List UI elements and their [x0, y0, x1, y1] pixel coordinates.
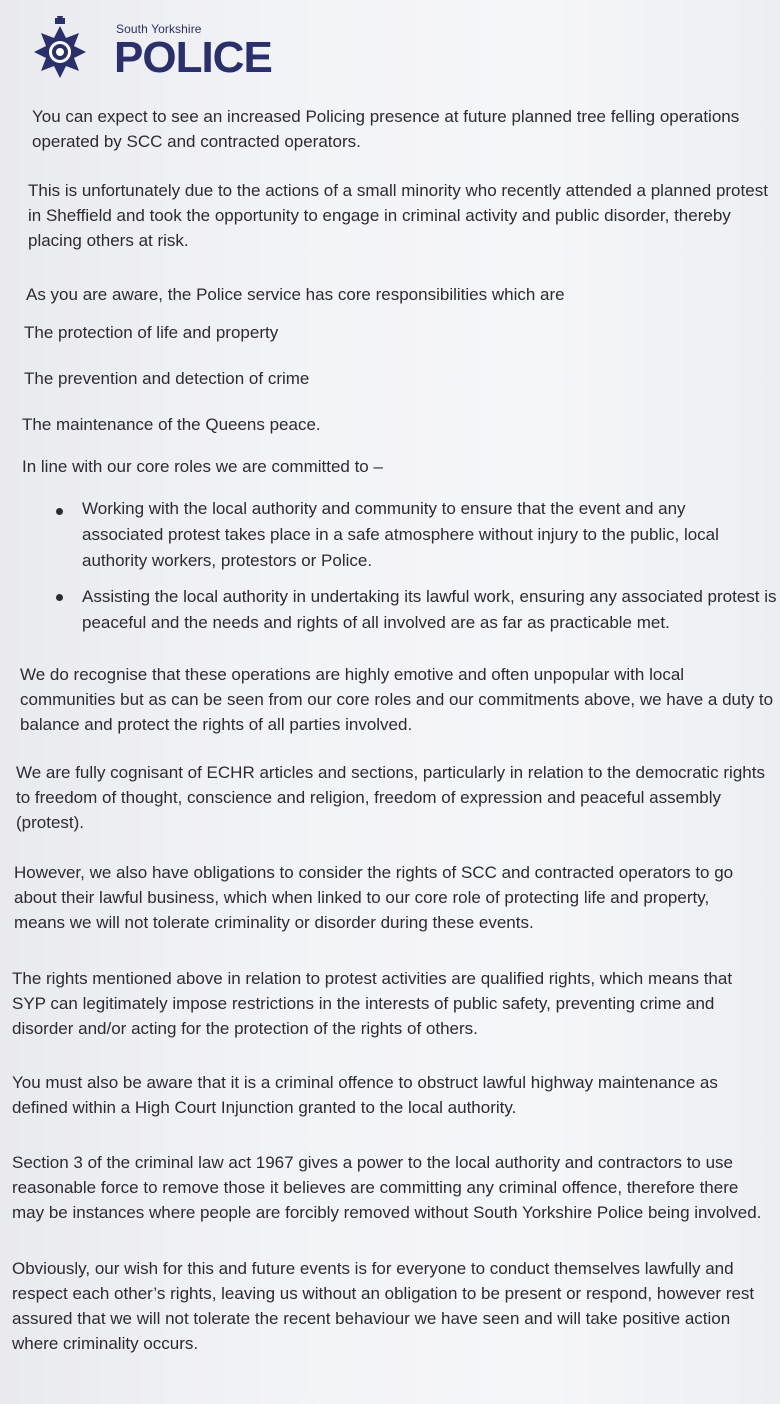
paragraph-line: to freedom of thought, conscience and religion, freedom of expression and peaceful assembly: [16, 788, 721, 807]
logo-subtitle: South Yorkshire: [116, 22, 202, 36]
paragraph-line: We are fully cognisant of ECHR articles and sections, particularly in relation to the democratic rights: [16, 763, 765, 782]
paragraph-line: about their lawful business, which when linked to our core role of protecting life and property,: [14, 888, 710, 907]
paragraph-line: may be instances where people are forcibly removed without South Yorkshire Police being involved.: [12, 1203, 762, 1222]
paragraph-3: [26, 282, 565, 307]
paragraph-line: (protest).: [16, 813, 85, 832]
paragraph-line: communities but as can be seen from our core roles and our commitments above, we have a duty to: [20, 690, 774, 709]
paragraph-8: [12, 966, 732, 1041]
paragraph-line: As you are aware, the Police service has core responsibilities which are: [26, 285, 565, 304]
paragraph-line: However, we also have obligations to consider the rights of SCC and contracted operators to go: [14, 863, 734, 882]
paragraph-line: placing others at risk.: [28, 231, 189, 250]
paragraph-line: This is unfortunately due to the actions of a small minority who recently attended a planned protest: [28, 181, 768, 200]
paragraph-5: [20, 662, 773, 737]
paragraph-line: The rights mentioned above in relation to protest activities are qualified rights, which means that: [12, 969, 733, 988]
bullet-text: [82, 496, 719, 574]
paragraph-line: where criminality occurs.: [12, 1334, 199, 1353]
paragraph-line: We do recognise that these operations are highly emotive and often unpopular with local: [20, 665, 685, 684]
paragraph-line: in Sheffield and took the opportunity to engage in criminal activity and public disorder, thereby: [28, 206, 731, 225]
responsibility-3: [22, 412, 321, 437]
paragraph-7: [14, 860, 733, 935]
paragraph-line: reasonable force to remove those it believes are committing any criminal offence, therefore there: [12, 1178, 739, 1197]
paragraph-2: [28, 178, 768, 253]
paragraph-line: Section 3 of the criminal law act 1967 gives a power to the local authority and contractors to use: [12, 1153, 734, 1172]
paragraph-line: The protection of life and property: [24, 323, 279, 342]
logo-title: POLICE: [114, 33, 272, 82]
paragraph-line: In line with our core roles we are committed to –: [22, 457, 383, 476]
bullet-icon: [56, 508, 63, 515]
paragraph-line: SYP can legitimately impose restrictions in the interests of public safety, preventing crime and: [12, 994, 715, 1013]
paragraph-line: The prevention and detection of crime: [24, 369, 310, 388]
paragraph-11: [12, 1256, 754, 1356]
paragraph-1: [32, 104, 739, 154]
bullet-text: [82, 584, 777, 636]
paragraph-line: authority workers, protestors or Police.: [82, 551, 373, 570]
paragraph-line: balance and protect the rights of all parties involved.: [20, 715, 413, 734]
paragraph-10: [12, 1150, 761, 1225]
bullet-icon: [56, 594, 63, 601]
police-logo: [30, 16, 272, 86]
police-star-crest-icon: [30, 16, 94, 80]
paragraph-line: Obviously, our wish for this and future events is for everyone to conduct themselves lawfully and: [12, 1259, 734, 1278]
paragraph-line: means we will not tolerate criminality or disorder during these events.: [14, 913, 534, 932]
paragraph-line: disorder and/or acting for the protection of the rights of others.: [12, 1019, 478, 1038]
paragraph-9: [12, 1070, 718, 1120]
paragraph-4: [22, 454, 383, 479]
paragraph-line: You can expect to see an increased Policing presence at future planned tree felling operations: [32, 107, 740, 126]
paragraph-line: assured that we will not tolerate the recent behaviour we have seen and will take positive action: [12, 1309, 731, 1328]
paragraph-line: The maintenance of the Queens peace.: [22, 415, 321, 434]
paragraph-line: peaceful and the needs and rights of all involved are as far as practicable met.: [82, 613, 670, 632]
paragraph-line: You must also be aware that it is a criminal offence to obstruct lawful highway maintenance as: [12, 1073, 718, 1092]
paragraph-line: respect each other’s rights, leaving us without an obligation to be present or respond, however rest: [12, 1284, 755, 1303]
paragraph-line: defined within a High Court Injunction granted to the local authority.: [12, 1098, 517, 1117]
paragraph-line: operated by SCC and contracted operators.: [32, 132, 361, 151]
responsibility-2: [24, 366, 309, 391]
paragraph-line: associated protest takes place in a safe atmosphere without injury to the public, local: [82, 525, 719, 544]
paragraph-line: Working with the local authority and community to ensure that the event and any: [82, 499, 686, 518]
responsibility-1: [24, 320, 278, 345]
paragraph-6: [16, 760, 765, 835]
paragraph-line: Assisting the local authority in undertaking its lawful work, ensuring any associated protest is: [82, 587, 777, 606]
